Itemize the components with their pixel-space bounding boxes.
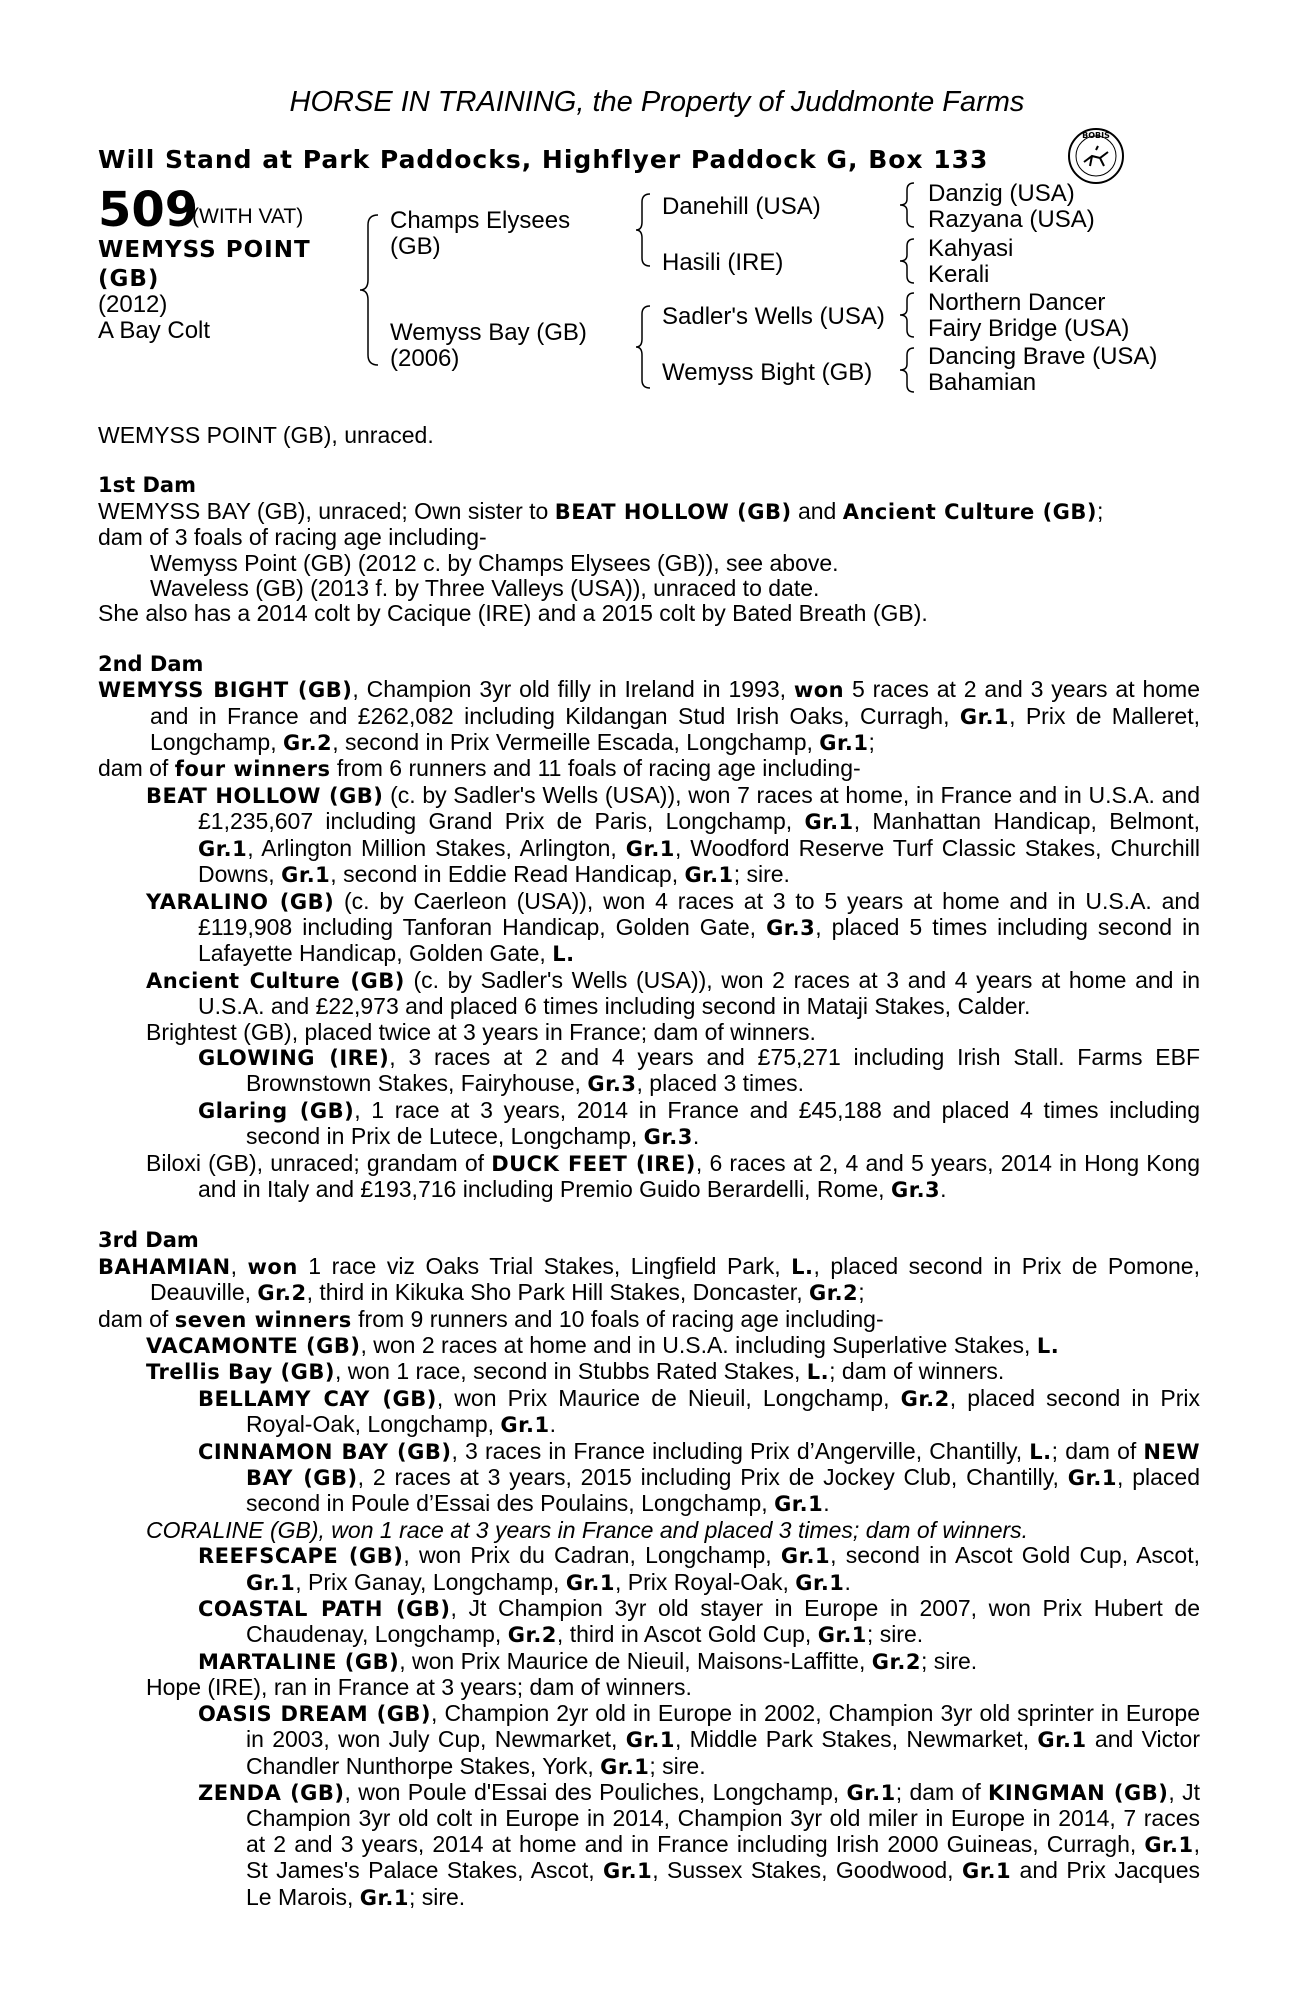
coraline-entry: CORALINE (GB), won 1 race at 3 years in France and placed 3 times; dam of winners. — [146, 1516, 1029, 1543]
foaling-year: (2012) — [98, 291, 168, 318]
ancestor-fairy-bridge: Fairy Bridge (USA) — [928, 315, 1130, 342]
horse-name — [98, 236, 311, 294]
second-dam-entry: WEMYSS BIGHT (GB), Champion 3yr old filly in Ireland in 1993, won 5 races at 2 and 3 years at home and in France and £262,082 including Kildangan Stud Irish Oaks, Curragh, Gr.1, Prix de Malleret, Longchamp, Gr.2, second in Prix Vermeille Escada, Longchamp, Gr.1; — [98, 676, 1201, 756]
pedigree-brace-4 — [900, 180, 920, 230]
martaline-entry: MARTALINE (GB), won Prix Maurice de Nieuil, Maisons-Laffitte, Gr.2; sire. — [198, 1647, 978, 1674]
glowing-entry: GLOWING (IRE), 3 races at 2 and 4 years and £75,271 including Irish Stall. Farms EBF Brownstown Stakes, Fairyhouse, Gr.3, placed 3 times. — [198, 1043, 1200, 1097]
ancestor-danzig: Danzig (USA) — [928, 180, 1075, 207]
oasis-dream-entry: OASIS DREAM (GB), Champion 2yr old in Europe in 2002, Champion 3yr old sprinter in Europe in 2003, won July Cup, Newmarket, Gr.1, Middle Park Stakes, Newmarket, Gr.1 and Victor Chandler Nunthorpe Stakes, York, Gr.1; sire. — [198, 1699, 1201, 1779]
pedigree-brace-5 — [900, 236, 920, 286]
dam: Wemyss Bay (GB) — [390, 319, 587, 346]
ancestor-kahyasi: Kahyasi — [928, 235, 1014, 262]
glaring-entry: Glaring (GB), 1 race at 3 years, 2014 in France and £45,188 and placed 4 times including second in Prix de Lutece, Longchamp, Gr.3. — [198, 1096, 1200, 1150]
ancestor-razyana: Razyana (USA) — [928, 206, 1095, 233]
vat-note: (WITH VAT) — [192, 205, 304, 228]
horse-name-line1: WEMYSS POINT — [98, 237, 311, 263]
biloxi-entry: Biloxi (GB), unraced; grandam of DUCK FEET (IRE), 6 races at 2, 4 and 5 years, 2014 in Hong Kong and in Italy and £193,716 including Premio Guido Berardelli, Rome, Gr.3. — [146, 1149, 1200, 1202]
sire: Champs Elysees — [390, 207, 571, 234]
dam-year: (2006) — [390, 345, 460, 372]
third-dam-heading: 3rd Dam — [98, 1228, 199, 1253]
pedigree-brace-3 — [636, 302, 656, 392]
ancestor-northern-dancer: Northern Dancer — [928, 289, 1106, 316]
first-dam-entry: WEMYSS BAY (GB), unraced; Own sister to BEAT HOLLOW (GB) and Ancient Culture (GB); — [98, 497, 1104, 524]
second-dam-heading: 2nd Dam — [98, 651, 204, 676]
catalogue-body — [98, 423, 1200, 1911]
ancestor-dancing-brave: Dancing Brave (USA) — [928, 343, 1158, 370]
dam-dam: Wemyss Bight (GB) — [662, 359, 873, 386]
sire-sire: Danehill (USA) — [662, 193, 821, 220]
beat-hollow-entry: BEAT HOLLOW (GB) (c. by Sadler's Wells (USA)), won 7 races at home, in France and in U.S.A. and £1,235,607 including Grand Prix de Paris, Longchamp, Gr.1, Manhattan Handicap, Belmont, Gr.1, Arlington Million Stakes, Arlington, Gr.1, Woodford Reserve Turf Classic Stakes, Churchill Downs, Gr.1, second in Eddie Read Handicap, Gr.1; sire. — [146, 781, 1200, 888]
stabling-location: Will Stand at Park Paddocks, Highflyer Paddock G, Box 133 — [98, 145, 989, 174]
yaralino-entry: YARALINO (GB) (c. by Caerleon (USA)), won 4 races at 3 to 5 years at home and in U.S.A. and £119,908 including Tanforan Handicap, Golden Gate, Gr.3, placed 5 times including second in Lafayette Handicap, Golden Gate, L. — [146, 887, 1201, 967]
lot-number: 509 — [98, 182, 199, 238]
first-dam-foals: She also has a 2014 colt by Cacique (IRE) and a 2015 colt by Bated Breath (GB). — [98, 600, 928, 627]
horse-description: A Bay Colt — [98, 317, 211, 344]
bobis-seal-icon — [1066, 126, 1126, 186]
trellis-bay-entry: Trellis Bay (GB), won 1 race, second in Stubbs Rated Stakes, L.; dam of winners. — [146, 1358, 1005, 1385]
horse-name-line2: (GB) — [98, 266, 160, 292]
horse-summary: WEMYSS POINT (GB), unraced. — [98, 422, 434, 448]
bellamy-cay-entry: BELLAMY CAY (GB), won Prix Maurice de Nieuil, Longchamp, Gr.2, placed second in Prix Royal-Oak, Longchamp, Gr.1. — [198, 1384, 1201, 1438]
pedigree-brace-6 — [900, 290, 920, 340]
sire-suffix: (GB) — [390, 233, 441, 260]
zenda-entry: ZENDA (GB), won Poule d'Essai des Pouliches, Longchamp, Gr.1; dam of KINGMAN (GB), Jt Champion 3yr old colt in Europe in 2014, Champion 3yr old miler in Europe in 2014, 7 races at 2 and 3 years, 2014 at home and in France including Irish 2000 Guineas, Curragh, Gr.1, St James's Palace Stakes, Ascot, Gr.1, Sussex Stakes, Goodwood, Gr.1 and Prix Jacques Le Marois, Gr.1; sire. — [198, 1778, 1200, 1910]
cinnamon-bay-entry: CINNAMON BAY (GB), 3 races in France including Prix d’Angerville, Chantilly, L.; dam of NEW BAY (GB), 2 races at 3 years, 2015 including Prix de Jockey Club, Chantilly, Gr.1, placed second in Poule d’Essai des Poulains, Longchamp, Gr.1. — [198, 1437, 1201, 1517]
produce-waveless: Waveless (GB) (2013 f. by Three Valleys (USA)), unraced to date. — [150, 575, 820, 602]
second-dam-produce: dam of four winners from 6 runners and 11 foals of racing age including- — [98, 755, 861, 782]
pedigree-brace-1 — [360, 210, 390, 370]
vacamonte-entry: VACAMONTE (GB), won 2 races at home and in U.S.A. including Superlative Stakes, L. — [146, 1332, 1060, 1358]
coastal-path-entry: COASTAL PATH (GB), Jt Champion 3yr old stayer in Europe in 2007, won Prix Hubert de Chaudenay, Longchamp, Gr.2, third in Ascot Gold Cup, Gr.1; sire. — [198, 1595, 1200, 1648]
catalogue-header: HORSE IN TRAINING, the Property of Juddmonte Farms — [289, 86, 1025, 118]
first-dam-heading: 1st Dam — [98, 473, 196, 498]
logo-text: BOBIS — [1082, 131, 1110, 140]
ancestor-bahamian: Bahamian — [928, 369, 1037, 396]
produce-wemyss-point: Wemyss Point (GB) (2012 c. by Champs Elysees (GB)), see above. — [150, 549, 839, 576]
third-dam-produce: dam of seven winners from 9 runners and 10 foals of racing age including- — [98, 1305, 884, 1332]
ancient-culture-entry: Ancient Culture (GB) (c. by Sadler's Wells (USA)), won 2 races at 3 and 4 years at home and in U.S.A. and £22,973 and placed 6 times including second in Mataji Stakes, Calder. — [146, 966, 1200, 1020]
pedigree-brace-2 — [636, 190, 656, 270]
brightest-entry: Brightest (GB), placed twice at 3 years in France; dam of winners. — [146, 1018, 816, 1045]
reefscape-entry: REEFSCAPE (GB), won Prix du Cadran, Longchamp, Gr.1, second in Ascot Gold Cup, Ascot, Gr.1, Prix Ganay, Longchamp, Gr.1, Prix Royal-Oak, Gr.1. — [198, 1542, 1200, 1595]
pedigree-brace-7 — [900, 345, 920, 395]
third-dam-entry: BAHAMIAN, won 1 race viz Oaks Trial Stakes, Lingfield Park, L., placed second in Prix de Pomone, Deauville, Gr.2, third in Kikuka Sho Park Hill Stakes, Doncaster, Gr.2; — [98, 1252, 1200, 1306]
hope-entry: Hope (IRE), ran in France at 3 years; dam of winners. — [146, 1674, 692, 1701]
first-dam-produce: dam of 3 foals of racing age including- — [98, 524, 487, 551]
ancestor-kerali: Kerali — [928, 261, 990, 288]
bobis-logo — [1066, 126, 1126, 191]
sire-dam: Hasili (IRE) — [662, 249, 784, 276]
dam-sire: Sadler's Wells (USA) — [662, 303, 885, 330]
